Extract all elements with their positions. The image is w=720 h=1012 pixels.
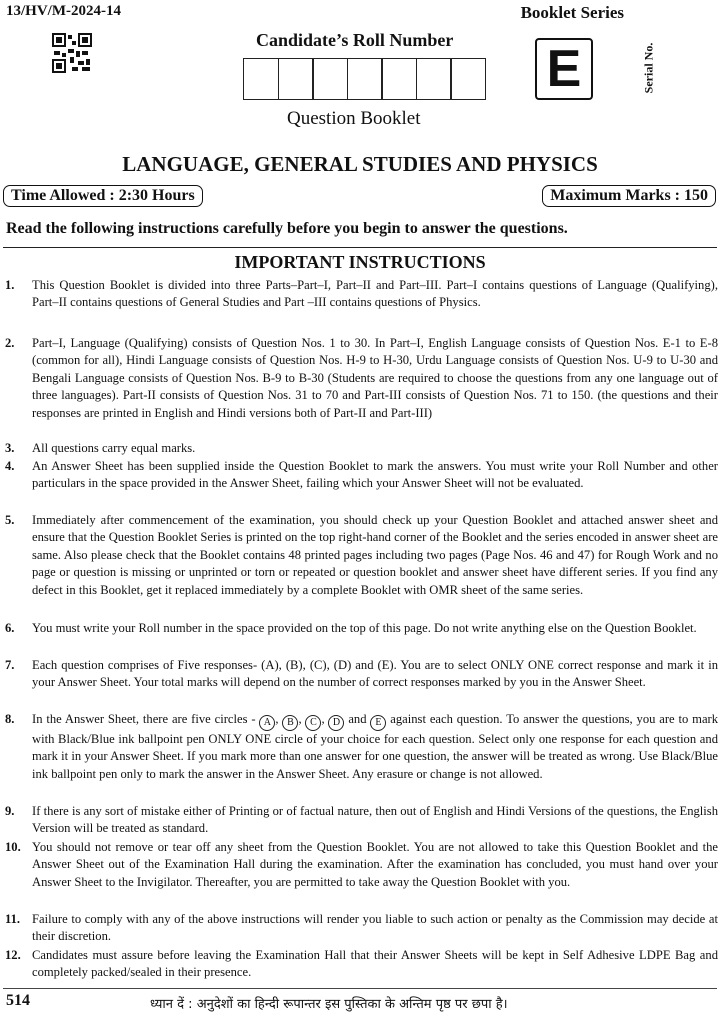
question-booklet-label: Question Booklet — [287, 108, 421, 129]
read-instructions-line: Read the following instructions carefully before you begin to answer the questions. — [6, 220, 568, 237]
instruction-number: 3. — [5, 441, 15, 455]
instruction-text: Each question comprises of Five responses- (A), (B), (C), (D) and (E). You are to select ONLY ONE correct response and mark it in your Answer Sheet. Your total marks will depend on the number of correct responses marked by you in the Answer Sheet. — [32, 658, 718, 690]
circle-c-icon: C — [305, 715, 321, 731]
instruction-item — [5, 335, 718, 422]
roll-digit-box[interactable] — [312, 58, 348, 100]
roll-digit-box[interactable] — [243, 58, 279, 100]
instruction-item — [5, 657, 718, 692]
circle-e-icon: E — [370, 715, 386, 731]
instruction-number: 12. — [5, 948, 21, 962]
maximum-marks: Maximum Marks : 150 — [542, 185, 716, 207]
instruction-text-start: In the Answer Sheet, there are five circles - — [32, 712, 256, 726]
circle-b-icon: B — [282, 715, 298, 731]
instruction-text: All questions carry equal marks. — [32, 441, 196, 455]
hindi-note: ध्यान दें : अनुदेशों का हिन्दी रूपान्तर इस पुस्तिका के अन्तिम पृष्ठ पर छपा है। — [150, 997, 508, 1012]
instruction-item — [5, 512, 718, 599]
instruction-item — [5, 839, 718, 891]
instruction-item — [5, 440, 718, 457]
important-instructions-heading: IMPORTANT INSTRUCTIONS — [234, 252, 486, 272]
instruction-number: 8. — [5, 712, 15, 726]
footer-divider — [3, 988, 717, 989]
roll-digit-box[interactable] — [381, 58, 417, 100]
serial-label-text: Serial No. — [641, 42, 656, 94]
and-word: and — [348, 712, 367, 726]
instruction-text: Failure to comply with any of the above instructions will render you liable to such action or penalty as the Commission may decide at their discretion. — [32, 912, 718, 944]
instruction-number: 1. — [5, 278, 15, 292]
instruction-number: 5. — [5, 513, 15, 527]
roll-number-title: Candidate’s Roll Number — [256, 30, 454, 50]
instruction-number: 7. — [5, 658, 15, 672]
instruction-text: An Answer Sheet has been supplied inside the Question Booklet to mark the answers. You must write your Roll Number and other particulars in the space provided in the Answer Sheet, failing which your Answer Sheet will not be evaluated. — [32, 459, 718, 491]
instruction-text: Part–I, Language (Qualifying) consists of Question Nos. 1 to 30. In Part–I, English Language consists of Question Nos. E-1 to E-8 (common for all), Hindi Language consists of Question Nos. H-9 to H-30, Urdu Language consists of Question Nos. U-9 to U-30 and Bengali Language consists of Question Nos. B-9 to B-30 (Students are required to choose the questions from any one language out of three languages). Part-II consists of Question Nos. 31 to 70 and Part-III consists of Question Nos. 71 to 150. (the questions and their responses are printed in English and Hindi versions both of Part-II and Part-III) — [32, 336, 718, 420]
instruction-number: 9. — [5, 804, 15, 818]
instruction-number: 10. — [5, 840, 21, 854]
page-title: LANGUAGE, GENERAL STUDIES AND PHYSICS — [122, 152, 598, 176]
instruction-number: 4. — [5, 459, 15, 473]
instruction-number: 6. — [5, 621, 15, 635]
instruction-text: Candidates must assure before leaving the Examination Hall that their Answer Sheets will be kept in Self Adhesive LDPE Bag and completely packed/sealed in their presence. — [32, 948, 718, 980]
qr-code-icon — [52, 33, 92, 73]
instruction-text-end: against each question. To answer the questions, you are to mark with Black/Blue ink ballpoint pen ONLY ONE circle of your choice for each question. Select only one response for each question and mark it in your Answer Sheet. If you mark more than one answer for one question, the answer will be treated as wrong. Use Black/Blue ink ballpoint pen only to mark the answer in the Answer Sheet. Any erasure or change is not allowed. — [32, 712, 719, 781]
instruction-text: You must write your Roll number in the space provided on the top of this page. Do not write anything else on the Question Booklet. — [32, 621, 697, 635]
instruction-item — [5, 620, 718, 637]
instruction-number: 2. — [5, 336, 15, 350]
instruction-number: 11. — [5, 912, 21, 926]
roll-number-boxes[interactable] — [243, 58, 485, 100]
instruction-text: If there is any sort of mistake either of Printing or of factual nature, then out of English and Hindi Versions of the questions, the English Version will be treated as standard. — [32, 804, 718, 836]
instruction-item — [5, 947, 718, 982]
serial-number-label — [637, 28, 661, 108]
booklet-series-label: Booklet Series — [520, 3, 624, 22]
instruction-text: You should not remove or tear off any sheet from the Question Booklet. You are not allowed to take this Question Booklet and the Answer Sheet out of the Examination Hall during the examination. After the examination has concluded, you must hand over your Answer Sheet to the Invigilator. Thereafter, you are permitted to take away the Question Booklet with you. — [32, 840, 718, 889]
instruction-item — [5, 803, 718, 838]
instruction-text: Immediately after commencement of the examination, you should check up your Question Booklet and attached answer sheet and ensure that the Question Booklet Series is printed on the top right-hand corner of the Booklet and the series encoded in answer sheet are same. Also please check that the Booklet contains 48 printed pages including two pages (Page Nos. 46 and 47) for Rough Work and no page or question is missing or unprinted or torn or repeated or question booklet and answer sheet have different series. If you find any defect in this Booklet, get it replaced immediately by a complete Booklet with OMR sheet of the same series. — [32, 513, 718, 597]
roll-digit-box[interactable] — [450, 58, 486, 100]
roll-digit-box[interactable] — [278, 58, 314, 100]
roll-digit-box[interactable] — [416, 58, 452, 100]
roll-digit-box[interactable] — [347, 58, 383, 100]
instruction-text: This Question Booklet is divided into three Parts–Part–I, Part–II and Part–III. Part–I contains questions of Language (Qualifying), Part–II contains questions of General Studies and Part –III contains questions of Physics. — [32, 278, 718, 310]
circle-d-icon: D — [328, 715, 344, 731]
divider — [3, 247, 717, 248]
page-code: 514 — [6, 992, 30, 1009]
booklet-series-letter: E — [535, 38, 593, 100]
circle-a-icon: A — [259, 715, 275, 731]
instruction-item: 8. In the Answer Sheet, there are five circles - A , B , C , D and E against each question. To answer the questions, you are to mark with Black/Blue ink ballpoint pen ONLY ONE circle of your choice for each question. Select only one response for each question and mark it in your Answer Sheet. If you mark more than one answer for one question, the answer will be treated as wrong. Use Black/Blue ink ballpoint pen only to mark the answer in the Answer Sheet. Any erasure or change is not allowed. — [5, 712, 719, 781]
instruction-item — [5, 277, 718, 312]
instruction-item — [5, 911, 718, 946]
paper-code: 13/HV/M-2024-14 — [6, 3, 121, 19]
time-allowed: Time Allowed : 2:30 Hours — [3, 185, 203, 207]
instruction-item — [5, 458, 718, 493]
